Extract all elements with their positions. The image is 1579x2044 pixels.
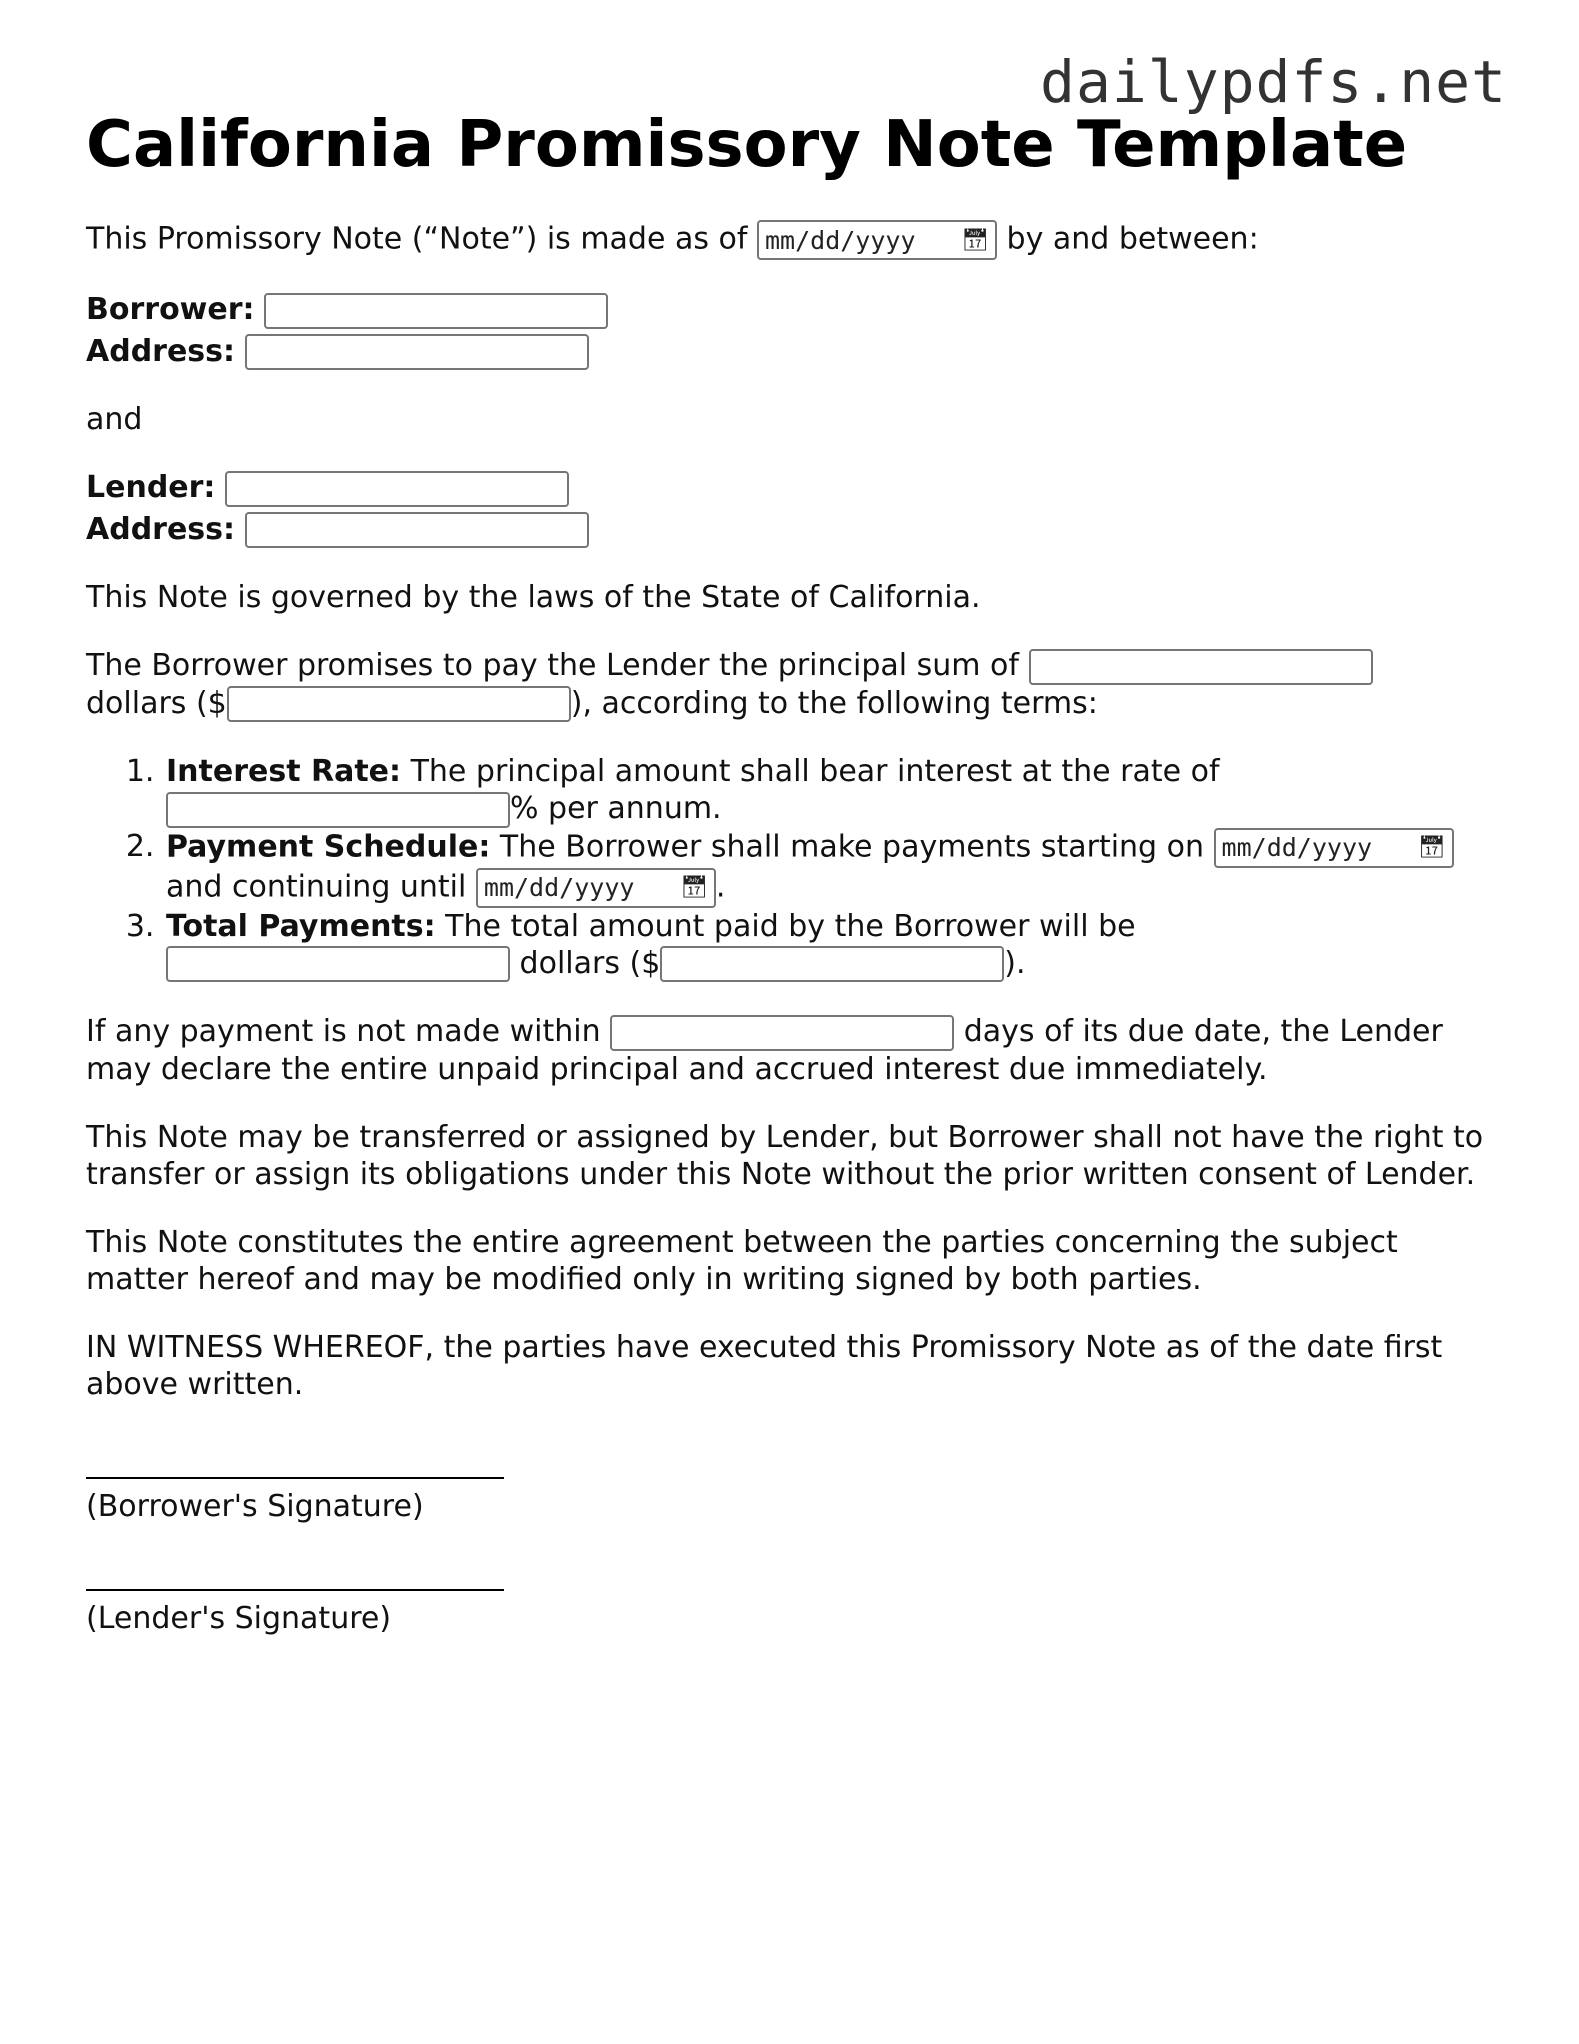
term-text: The principal amount shall bear interest at the rate of (410, 754, 1220, 789)
borrower-address-row (86, 333, 1506, 371)
total-words-input[interactable] (166, 946, 510, 982)
term-label: Payment Schedule: (166, 829, 491, 864)
principal-words-input[interactable] (1029, 649, 1373, 685)
start-date-input[interactable] (1214, 828, 1454, 868)
term-suffix: ). (1004, 945, 1026, 981)
note-date-placeholder: mm/dd/yyyy (764, 225, 916, 255)
late-after: days of its due date, the Lender may declare the entire unpaid principal and accrued interest due immediately. (86, 1014, 1443, 1087)
lender-signature-label: (Lender's Signature) (86, 1600, 392, 1636)
lender-row (86, 469, 1506, 507)
lender-signature-line[interactable] (86, 1555, 504, 1591)
term-label: Total Payments: (166, 908, 436, 944)
transfer-paragraph: This Note may be transferred or assigned by Lender, but Borrower shall not have the right to transfer or assign its obligations under this Note without the prior written consent of Lender. (86, 1119, 1484, 1192)
borrower-signature-line[interactable] (86, 1443, 504, 1479)
term-text: The Borrower shall make payments starting on (499, 829, 1204, 864)
term-suffix: . (715, 869, 726, 904)
intro-after: by and between: (1006, 221, 1259, 257)
grace-days-input[interactable] (610, 1015, 954, 1051)
start-date-placeholder: mm/dd/yyyy (1221, 833, 1373, 862)
page-title: California Promissory Note Template (86, 108, 1408, 182)
end-date-placeholder: mm/dd/yyyy (483, 873, 635, 902)
principal-after: ), according to the following terms: (570, 685, 1098, 721)
watermark: dailypdfs.net (1040, 48, 1507, 116)
term-interest-rate (164, 753, 1506, 828)
total-amount-input[interactable] (660, 946, 1004, 982)
witness-paragraph: IN WITNESS WHEREOF, the parties have executed this Promissory Note as of the date first above written. (86, 1329, 1443, 1402)
borrower-address-input[interactable] (245, 334, 589, 370)
principal-amount-input[interactable] (227, 686, 571, 722)
late-before: If any payment is not made within (86, 1014, 601, 1049)
borrower-signature-label: (Borrower's Signature) (86, 1488, 424, 1524)
lender-address-label: Address: (86, 511, 236, 547)
lender-address-row (86, 511, 1506, 549)
term-label: Interest Rate: (166, 754, 402, 789)
borrower-name-input[interactable] (264, 293, 608, 329)
term-text: The total amount paid by the Borrower will be (445, 908, 1136, 944)
borrower-signature-block (86, 1443, 1506, 1525)
lender-label: Lender: (86, 470, 216, 505)
borrower-row (86, 291, 1506, 329)
calendar-icon[interactable]: 📅︎ (1417, 835, 1446, 860)
lender-address-input[interactable] (245, 512, 589, 548)
entire-agreement-paragraph: This Note constitutes the entire agreement between the parties concerning the subject matter hereof and may be modified only in writing signed by both parties. (86, 1224, 1398, 1297)
lender-name-input[interactable] (225, 471, 569, 507)
interest-rate-input[interactable] (166, 792, 510, 828)
intro-paragraph (86, 220, 1506, 260)
term-suffix: % per annum. (510, 791, 722, 826)
principal-paragraph (86, 647, 1506, 722)
lender-signature-block (86, 1555, 1506, 1637)
principal-dollars-open: dollars ($ (86, 685, 227, 721)
calendar-icon[interactable]: 📅︎ (961, 227, 989, 253)
calendar-icon[interactable]: 📅︎ (679, 875, 708, 900)
borrower-label: Borrower: (86, 292, 255, 327)
note-date-input[interactable] (757, 220, 997, 260)
term-payment-schedule (164, 828, 1506, 908)
principal-before: The Borrower promises to pay the Lender the principal sum of (86, 648, 1019, 683)
late-payment-paragraph (86, 1013, 1506, 1088)
intro-before: This Promissory Note (“Note”) is made as of (86, 221, 748, 257)
term-mid: dollars ($ (519, 945, 661, 981)
end-date-input[interactable] (476, 868, 716, 908)
and-text: and (86, 402, 143, 437)
borrower-address-label: Address: (86, 333, 236, 369)
terms-list (86, 753, 1506, 982)
term-mid: and continuing until (166, 869, 467, 904)
governing-law-paragraph: This Note is governed by the laws of the State of California. (86, 580, 981, 615)
term-total-payments (164, 908, 1506, 983)
document-body (86, 220, 1506, 1637)
